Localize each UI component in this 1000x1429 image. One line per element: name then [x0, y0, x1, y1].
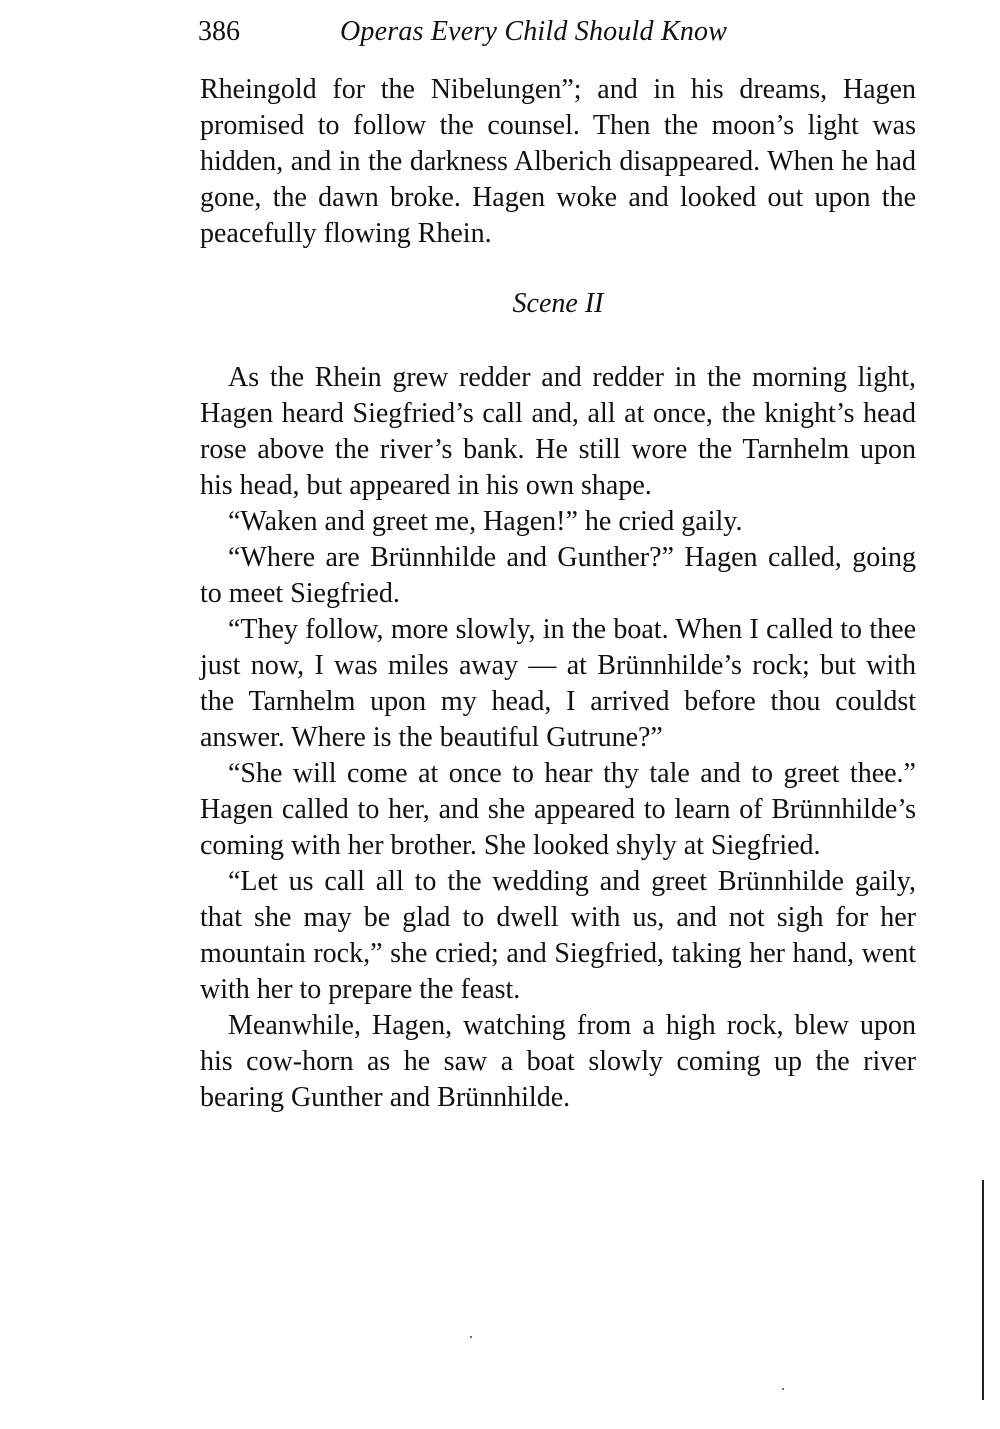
running-title: Operas Every Child Should Know	[340, 16, 728, 47]
scene-heading: Scene II	[512, 288, 604, 319]
opening-text	[200, 72, 916, 252]
scan-margin-line	[982, 1180, 984, 1400]
paragraph: Meanwhile, Hagen, watching from a high rock, blew upon his cow-horn as he saw a boat slowly coming up the river bearing Gunther and Brünnhilde.	[200, 1010, 916, 1113]
paragraph: “She will come at once to hear thy tale and to greet thee.” Hagen called to her, and she appeared to learn of Brünnhilde’s coming with her brother. She looked shyly at Siegfried.	[200, 758, 916, 861]
top-paragraph: Rheingold for the Nibelungen”; and in his dreams, Hagen promised to follow the counsel. Then the moon’s light was hidden, and in the darkness Alberich disappeared. When he had gone, the dawn broke. Hagen woke and looked out upon the peacefully flowing Rhein.	[200, 74, 916, 249]
paragraph: “Let us call all to the wedding and greet Brünnhilde gaily, that she may be glad to dwell with us, and not sigh for her mountain rock,” she cried; and Siegfried, taking her hand, went with her to prepare the feast.	[200, 866, 916, 1005]
scan-speck	[782, 1388, 784, 1390]
paragraph: “Where are Brünnhilde and Gunther?” Hagen called, going to meet Siegfried.	[200, 542, 916, 609]
scan-speck	[470, 1336, 472, 1338]
page-number: 386	[198, 16, 240, 47]
page-header	[198, 14, 916, 54]
paragraph: “They follow, more slowly, in the boat. When I called to thee just now, I was miles away — at Brünnhilde’s rock; but with the Tarnhelm upon my head, I arrived before thou couldst answer. Where is the beautiful Gutrune?”	[200, 614, 916, 753]
paragraph: As the Rhein grew redder and redder in the morning light, Hagen heard Siegfried’s call and, all at once, the knight’s head rose above the river’s bank. He still wore the Tarnhelm upon his head, but appeared in his own shape.	[200, 362, 916, 501]
paragraph: “Waken and greet me, Hagen!” he cried gaily.	[228, 506, 743, 537]
scene-text	[200, 360, 916, 1116]
